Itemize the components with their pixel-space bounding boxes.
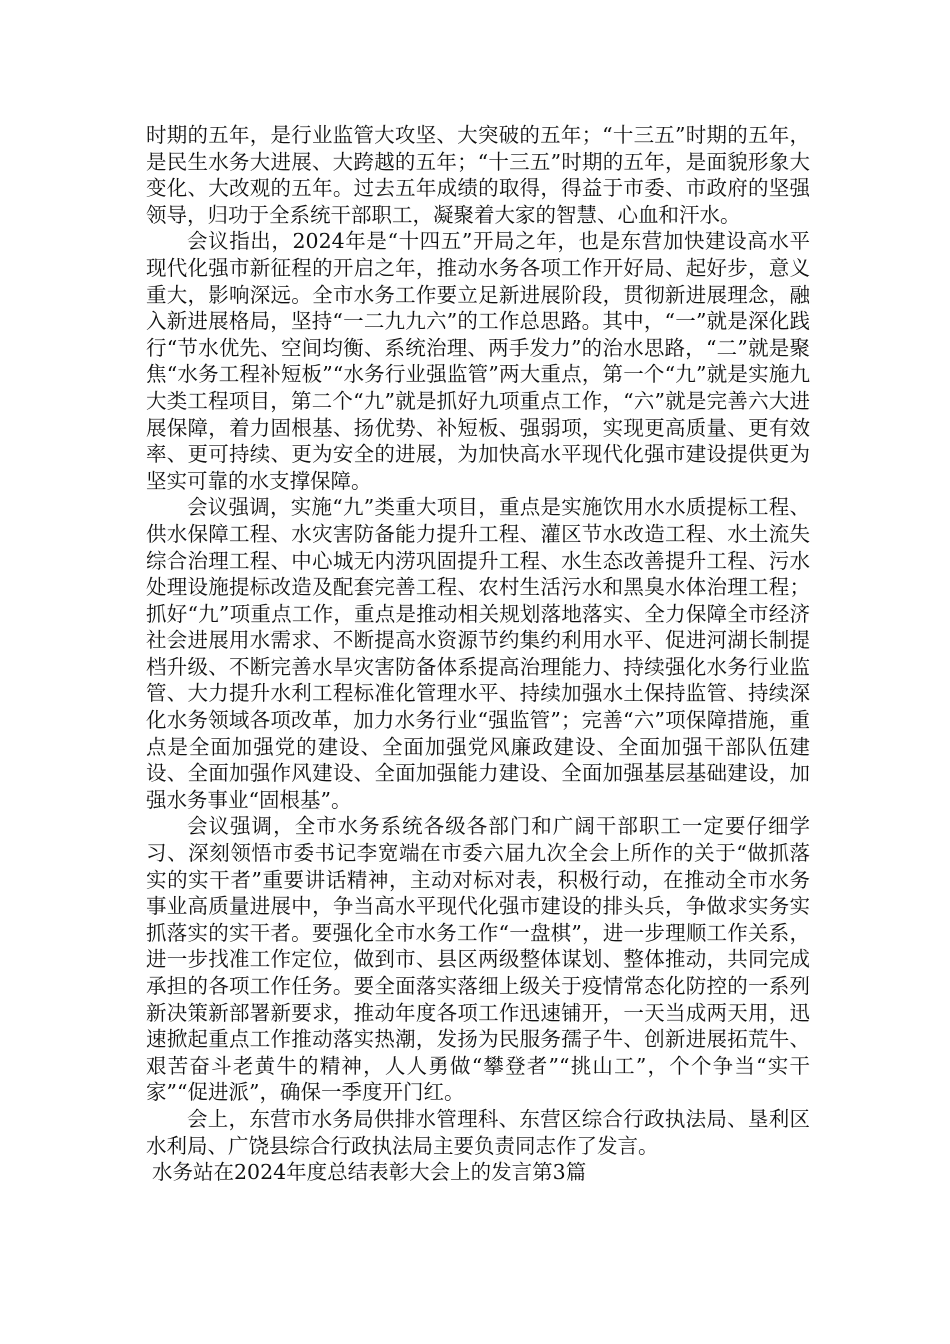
document-body: [146, 122, 810, 1186]
paragraph-meeting-emphasized: 会议强调，全市水务系统各级各部门和广阔干部职工一定要仔细学习、深刻领悟市委书记李宽端在市委六届九次全会上所作的关于“做抓落实的实干者”重要讲话精神，主动对标对表，积极行动，在推动全市水务事业高质量进展中，争当高水平现代化强市建设的排头兵，争做求实务实抓落实的实干者。要强化全市水务工作“一盘棋”，进一步理顺工作关系，进一步找准工作定位，做到市、县区两级整体谋划、整体推动，共同完成承担的各项工作任务。要全面落实落细上级关于疫情常态化防控的一系列新决策新部署新要求，推动年度各项工作迅速铺开，一天当成两天用，迅速掀起重点工作推动落实热潮，发扬为民服务孺子牛、创新进展拓荒牛、艰苦奋斗老黄牛的精神，人人勇做“攀登者”“挑山工”，个个争当“实干家”“促进派”，确保一季度开门红。: [146, 814, 810, 1105]
paragraph-meeting-noted: 会议指出，2024年是“十四五”开局之年，也是东营加快建设高水平现代化强市新征程的开启之年，推动水务各项工作开好局、起好步，意义重大，影响深远。全市水务工作要立足新进展阶段，贯彻新进展理念，融入新进展格局，坚持“一二九九六”的工作总思路。其中，“一”就是深化践行“节水优先、空间均衡、系统治理、两手发力”的治水思路，“二”就是聚焦“水务工程补短板”“水务行业强监管”两大重点，第一个“九”就是实施九大类工程项目，第二个“九”就是抓好九项重点工作，“六”就是完善六大进展保障，着力固根基、扬优势、补短板、强弱项，实现更高质量、更有效率、更可持续、更为安全的进展，为加快高水平现代化强市建设提供更为坚实可靠的水支撑保障。: [146, 229, 810, 493]
paragraph-speakers: 会上，东营市水务局供排水管理科、东营区综合行政执法局、垦利区水利局、广饶县综合行政执法局主要负责同志作了发言。: [146, 1106, 810, 1158]
paragraph-continuation: 时期的五年，是行业监管大攻坚、大突破的五年；“十三五”时期的五年，是民生水务大进展、大跨越的五年；“十三五”时期的五年，是面貌形象大变化、大改观的五年。过去五年成绩的取得，得益于市委、市政府的坚强领导，归功于全系统干部职工，凝聚着大家的智慧、心血和汗水。: [146, 123, 810, 227]
paragraph-nine-projects: 会议强调，实施“九”类重大项目，重点是实施饮用水水质提标工程、供水保障工程、水灾害防备能力提升工程、灌区节水改造工程、水土流失综合治理工程、中心城无内涝巩固提升工程、水生态改善提升工程、污水处理设施提标改造及配套完善工程、农村生活污水和黑臭水体治理工程；抓好“九”项重点工作，重点是推动相关规划落地落实、全力保障全市经济社会进展用水需求、不断提高水资源节约集约利用水平、促进河湖长制提档升级、不断完善水旱灾害防备体系提高治理能力、持续强化水务行业监管、大力提升水利工程标准化管理水平、持续加强水土保持监管、持续深化水务领域各项改革，加力水务行业“强监管”；完善“六”项保障措施，重点是全面加强党的建设、全面加强党风廉政建设、全面加强干部队伍建设、全面加强作风建设、全面加强能力建设、全面加强基层基础建设，加强水务事业“固根基”。: [146, 495, 810, 812]
next-article-title: 水务站在2024年度总结表彰大会上的发言第3篇: [152, 1160, 587, 1185]
